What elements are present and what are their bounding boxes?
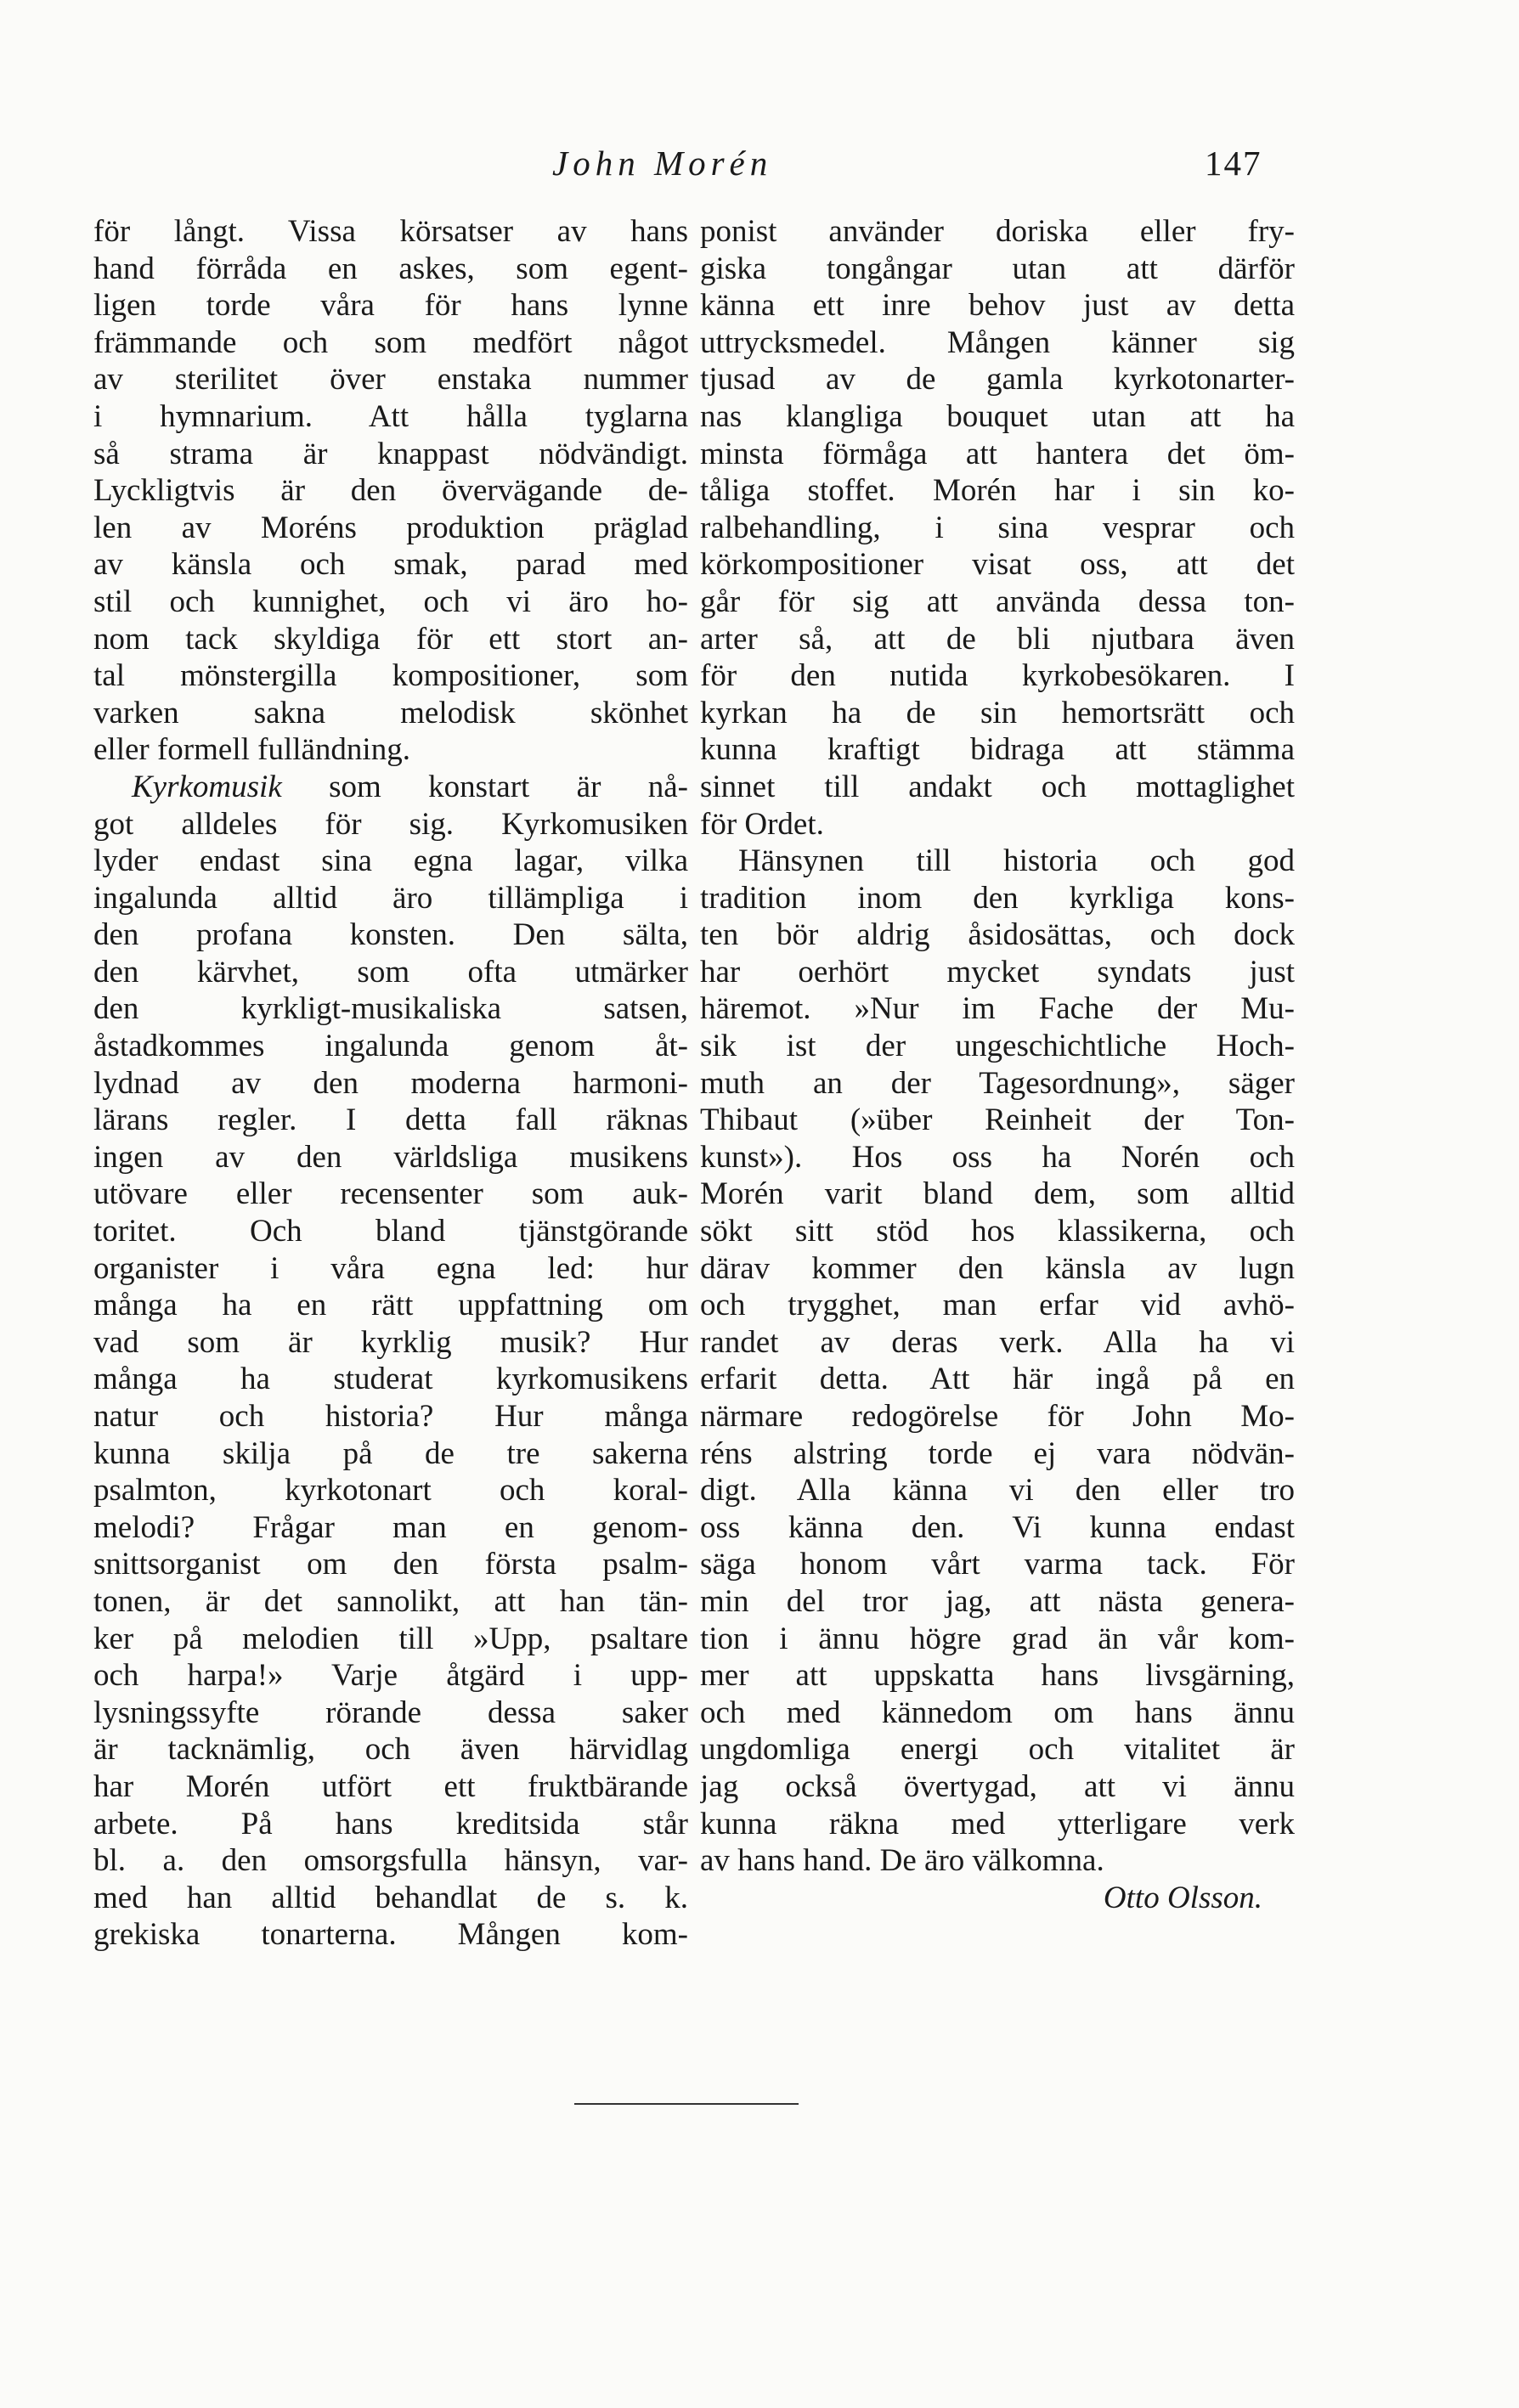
line-text: len av Moréns produktion präglad <box>93 510 688 545</box>
text-line <box>700 1287 1295 1324</box>
right-text-column <box>700 213 1295 1916</box>
line-text: lysningssyfte rörande dessa saker <box>93 1695 688 1730</box>
line-text: hand förråda en askes, som egent- <box>93 251 688 286</box>
text-line <box>93 1842 688 1880</box>
left-text-column <box>93 213 688 1954</box>
line-text: av hans hand. De äro välkomna. <box>700 1843 1104 1879</box>
line-text: ungdomliga energi och vitalitet är <box>700 1732 1295 1768</box>
line-text: körkompositioner visat oss, att det <box>700 547 1295 583</box>
line-text: går för sig att använda dessa ton- <box>700 584 1295 619</box>
line-text: av känsla och smak, parad med <box>93 547 688 583</box>
line-text: lydnad av den moderna harmoni- <box>93 1065 688 1101</box>
line-text: got alldeles för sig. Kyrkomusiken <box>93 806 688 842</box>
text-line <box>700 990 1295 1028</box>
line-text: ponist använder doriska eller fry- <box>700 214 1295 249</box>
text-line <box>700 1657 1295 1695</box>
line-text: kunna räkna med ytterligare verk <box>700 1806 1295 1841</box>
line-text: oss känna den. Vi kunna endast <box>700 1509 1295 1545</box>
line-text: och trygghet, man erfar vid avhö- <box>700 1288 1295 1323</box>
text-line <box>93 657 688 695</box>
text-line <box>93 1028 688 1065</box>
text-line <box>93 287 688 324</box>
line-text: muth an der Tagesordnung», säger <box>700 1065 1295 1101</box>
italic-term: Kyrkomusik <box>132 769 282 804</box>
line-text: så strama är knappast nödvändigt. <box>93 436 688 471</box>
line-text: häremot. »Nur im Fache der Mu- <box>700 991 1295 1027</box>
text-line <box>93 584 688 621</box>
text-line <box>700 1250 1295 1288</box>
text-line <box>93 1731 688 1768</box>
text-line <box>93 1695 688 1732</box>
line-text: jag också övertygad, att vi ännu <box>700 1768 1295 1804</box>
text-line <box>700 510 1295 547</box>
line-text: bl. a. den omsorgsfulla hänsyn, var- <box>93 1843 688 1879</box>
line-text: nom tack skyldiga för ett stort an- <box>93 621 688 657</box>
text-line <box>93 1139 688 1176</box>
line-text: ten bör aldrig åsidosättas, och dock <box>700 917 1295 953</box>
line-text: randet av deras verk. Alla ha vi <box>700 1324 1295 1360</box>
line-text: ingalunda alltid äro tillämpliga i <box>93 880 688 916</box>
text-line <box>700 1028 1295 1065</box>
text-line <box>93 1435 688 1473</box>
text-line <box>700 398 1295 436</box>
text-line <box>700 769 1295 806</box>
text-line <box>93 472 688 510</box>
text-line <box>700 1621 1295 1658</box>
line-text: Lyckligtvis är den övervägande de- <box>93 473 688 509</box>
text-line <box>93 1398 688 1435</box>
text-line <box>700 213 1295 251</box>
line-text: och med kännedom om hans ännu <box>700 1695 1295 1730</box>
text-line <box>700 287 1295 324</box>
line-text: tion i ännu högre grad än vår kom- <box>700 1621 1295 1656</box>
line-text: ingen av den världsliga musikens <box>93 1139 688 1175</box>
text-line <box>93 1176 688 1213</box>
text-line <box>93 1657 688 1695</box>
text-line <box>700 1806 1295 1843</box>
text-line <box>700 1435 1295 1473</box>
page-number: 147 <box>1205 144 1262 183</box>
line-text: ker på melodien till »Upp, psaltare <box>93 1621 688 1656</box>
line-text: tåliga stoffet. Morén har i sin ko- <box>700 473 1295 509</box>
text-line <box>700 954 1295 991</box>
line-text: utövare eller recensenter som auk- <box>93 1176 688 1212</box>
line-text: främmande och som medfört något <box>93 324 688 360</box>
text-line <box>700 731 1295 769</box>
line-text: uttrycksmedel. Mången känner sig <box>700 324 1295 360</box>
text-line <box>93 361 688 398</box>
line-text: kunna skilja på de tre sakerna <box>93 1435 688 1471</box>
text-line <box>93 546 688 584</box>
text-line <box>93 806 688 843</box>
text-line <box>93 324 688 362</box>
text-line <box>700 361 1295 398</box>
running-header <box>0 143 1519 194</box>
line-text: mer att uppskatta hans livsgärning, <box>700 1658 1295 1694</box>
text-line <box>700 621 1295 658</box>
text-line <box>700 1583 1295 1621</box>
text-line <box>93 1880 688 1917</box>
line-text: Otto Olsson. <box>1103 1880 1262 1915</box>
line-text: sik ist der ungeschichtliche Hoch- <box>700 1029 1295 1064</box>
text-line <box>93 1583 688 1621</box>
text-line <box>700 695 1295 732</box>
text-line <box>700 1509 1295 1547</box>
text-line <box>93 1916 688 1954</box>
text-line <box>93 1361 688 1398</box>
text-line <box>700 472 1295 510</box>
text-line <box>700 1176 1295 1213</box>
text-line <box>700 546 1295 584</box>
text-line <box>700 324 1295 362</box>
text-line <box>700 1472 1295 1509</box>
line-text: arbete. På hans kreditsida står <box>93 1806 688 1841</box>
line-text: stil och kunnighet, och vi äro ho- <box>93 584 688 619</box>
line-text: ralbehandling, i sina vesprar och <box>700 510 1295 545</box>
text-line <box>700 1139 1295 1176</box>
line-text: säga honom vårt varma tack. För <box>700 1547 1295 1582</box>
line-text: åstadkommes ingalunda genom åt- <box>93 1029 688 1064</box>
line-text: min del tror jag, att nästa genera- <box>700 1583 1295 1619</box>
line-text: nas klangliga bouquet utan att ha <box>700 398 1295 434</box>
text-line <box>700 436 1295 473</box>
line-text: tonen, är det sannolikt, att han tän- <box>93 1583 688 1619</box>
text-line <box>93 1102 688 1139</box>
line-text: av sterilitet över enstaka nummer <box>93 362 688 398</box>
text-line <box>93 1213 688 1250</box>
text-line <box>93 1621 688 1658</box>
text-line <box>93 1250 688 1288</box>
text-line <box>93 398 688 436</box>
line-text: med han alltid behandlat de s. k. <box>93 1880 688 1915</box>
line-text: snittsorganist om den första psalm- <box>93 1547 688 1582</box>
line-text: lärans regler. I detta fall räknas <box>93 1102 688 1138</box>
text-line <box>93 1768 688 1806</box>
line-text: organister i våra egna led: hur <box>93 1250 688 1286</box>
text-line <box>93 880 688 917</box>
line-text: arter så, att de bli njutbara även <box>700 621 1295 657</box>
line-text: psalmton, kyrkotonart och koral- <box>93 1473 688 1509</box>
text-line <box>93 1806 688 1843</box>
line-text: tal mönstergilla kompositioner, som <box>93 658 688 694</box>
line-text: den kyrkligt-musikaliska satsen, <box>93 991 688 1027</box>
text-line <box>700 1546 1295 1583</box>
text-line <box>700 1065 1295 1102</box>
text-line <box>93 954 688 991</box>
text-line <box>93 695 688 732</box>
line-text: kyrkan ha de sin hemortsrätt och <box>700 695 1295 730</box>
text-line <box>700 1731 1295 1768</box>
text-line <box>700 1398 1295 1435</box>
text-line <box>93 843 688 880</box>
text-line <box>93 213 688 251</box>
line-text: för Ordet. <box>700 806 824 842</box>
line-text: sinnet till andakt och mottaglighet <box>700 769 1295 804</box>
text-line <box>700 916 1295 954</box>
line-text: tradition inom den kyrkliga kons- <box>700 880 1295 916</box>
text-line <box>93 1509 688 1547</box>
line-text: många ha en rätt uppfattning om <box>93 1288 688 1323</box>
text-line <box>700 251 1295 288</box>
line-text: är tacknämlig, och även härvidlag <box>93 1732 688 1768</box>
line-text: som konstart är nå- <box>281 769 688 804</box>
text-line <box>700 880 1295 917</box>
line-text: giska tongångar utan att därför <box>700 251 1295 286</box>
text-line <box>700 1361 1295 1398</box>
line-text: minsta förmåga att hantera det öm- <box>700 436 1295 471</box>
line-text: i hymnarium. Att hålla tyglarna <box>93 398 688 434</box>
text-line <box>700 1324 1295 1362</box>
line-text: därav kommer den känsla av lugn <box>700 1250 1295 1286</box>
line-text: erfarit detta. Att här ingå på en <box>700 1362 1295 1397</box>
text-line <box>93 1546 688 1583</box>
line-text: natur och historia? Hur många <box>93 1399 688 1434</box>
text-line <box>700 843 1295 880</box>
line-text: känna ett inre behov just av detta <box>700 288 1295 324</box>
text-line <box>93 1324 688 1362</box>
line-text: kunst»). Hos oss ha Norén och <box>700 1139 1295 1175</box>
line-text: réns alstring torde ej vara nödvän- <box>700 1435 1295 1471</box>
line-text: för den nutida kyrkobesökaren. I <box>700 658 1295 694</box>
text-line <box>93 731 688 769</box>
text-line <box>93 621 688 658</box>
line-text: varken sakna melodisk skönhet <box>93 695 688 730</box>
line-text: grekiska tonarterna. Mången kom- <box>93 1917 688 1953</box>
running-title: John Morén <box>552 144 773 183</box>
text-line <box>93 990 688 1028</box>
text-line <box>93 1472 688 1509</box>
text-line <box>93 916 688 954</box>
line-text: för långt. Vissa körsatser av hans <box>93 214 688 249</box>
text-line <box>700 657 1295 695</box>
line-text: tjusad av de gamla kyrkotonarter- <box>700 362 1295 398</box>
line-text: toritet. Och bland tjänstgörande <box>93 1214 688 1249</box>
line-text: digt. Alla känna vi den eller tro <box>700 1473 1295 1509</box>
text-line <box>93 1287 688 1324</box>
text-line <box>93 510 688 547</box>
line-text: har Morén utfört ett fruktbärande <box>93 1768 688 1804</box>
line-text: Morén varit bland dem, som alltid <box>700 1176 1295 1212</box>
line-text: Thibaut (»über Reinheit der Ton- <box>700 1102 1295 1138</box>
text-line <box>700 806 1295 843</box>
text-line <box>700 584 1295 621</box>
text-line <box>700 1768 1295 1806</box>
text-line <box>93 436 688 473</box>
line-text: kunna kraftigt bidraga att stämma <box>700 732 1295 768</box>
line-text: många ha studerat kyrkomusikens <box>93 1362 688 1397</box>
text-line <box>93 251 688 288</box>
line-text: sökt sitt stöd hos klassikerna, och <box>700 1214 1295 1249</box>
text-line <box>700 1695 1295 1732</box>
line-text: ligen torde våra för hans lynne <box>93 288 688 324</box>
line-text: har oerhört mycket syndats just <box>700 954 1295 990</box>
text-line <box>93 1065 688 1102</box>
text-line <box>700 1102 1295 1139</box>
end-rule <box>574 2103 799 2105</box>
text-line <box>93 769 688 806</box>
line-text: närmare redogörelse för John Mo- <box>700 1399 1295 1434</box>
line-text: lyder endast sina egna lagar, vilka <box>93 843 688 879</box>
line-text: eller formell fulländning. <box>93 732 410 768</box>
line-text: och harpa!» Varje åtgärd i upp- <box>93 1658 688 1694</box>
text-line <box>700 1213 1295 1250</box>
line-text: melodi? Frågar man en genom- <box>93 1509 688 1545</box>
line-text: Hänsynen till historia och god <box>738 843 1295 879</box>
line-text: vad som är kyrklig musik? Hur <box>93 1324 688 1360</box>
text-line <box>700 1842 1295 1880</box>
line-text: den kärvhet, som ofta utmärker <box>93 954 688 990</box>
line-text: den profana konsten. Den sälta, <box>93 917 688 953</box>
signature <box>700 1880 1295 1917</box>
